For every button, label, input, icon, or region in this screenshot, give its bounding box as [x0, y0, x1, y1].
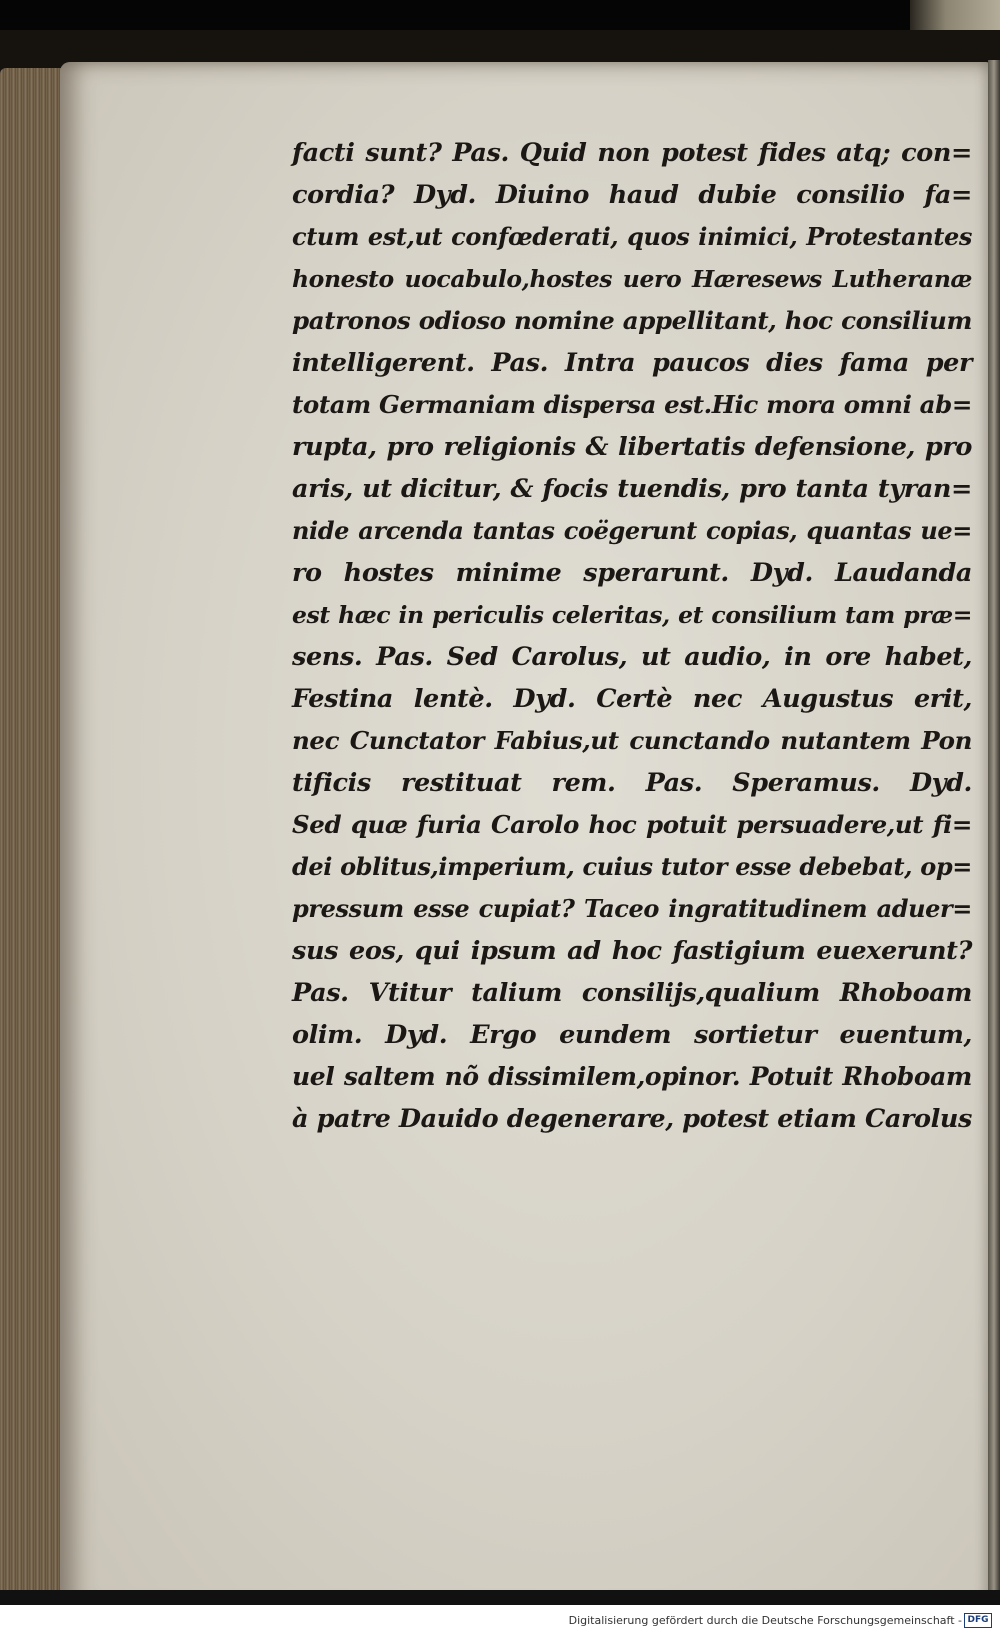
text-line: tificis restituat rem. Pas. Speramus. Dyd.: [292, 768, 972, 798]
text-line: intelligerent. Pas. Intra paucos dies fama per: [292, 348, 972, 378]
text-line: patronos odioso nomine appellitant, hoc consilium: [292, 306, 972, 335]
top-border: [0, 0, 1000, 30]
text-line: Festina lentè. Dyd. Certè nec Augustus erit,: [292, 684, 972, 714]
text-line: Pas. Vtitur talium consilijs,qualium Rhoboam: [292, 978, 972, 1008]
text-line: aris, ut dicitur, & focis tuendis, pro tanta tyran=: [292, 474, 972, 504]
dfg-logo: DFG: [964, 1613, 992, 1628]
text-line: sus eos, qui ipsum ad hoc fastigium euexerunt?: [292, 936, 972, 966]
text-line: pressum esse cupiat? Taceo ingratitudinem aduer=: [292, 894, 972, 923]
text-line: totam Germaniam dispersa est.Hic mora omni ab=: [292, 390, 972, 419]
text-line: est hæc in periculis celeritas, et consilium tam præ=: [292, 601, 972, 629]
text-line: olim. Dyd. Ergo eundem sortietur euentum,: [292, 1020, 972, 1050]
text-line: Sed quæ furia Carolo hoc potuit persuadere,ut fi=: [292, 810, 972, 839]
text-line: honesto uocabulo,hostes uero Hæresews Lutheranæ: [292, 265, 972, 293]
footer: [0, 1605, 1000, 1635]
text-line: ctum est,ut confœderati, quos inimici, Protestantes: [292, 222, 972, 251]
text-line: nide arcenda tantas coëgerunt copias, quantas ue=: [292, 516, 972, 545]
scan-corner: [910, 0, 1000, 30]
text-line: dei oblitus,imperium, cuius tutor esse debebat, op=: [292, 852, 972, 881]
text-line: ro hostes minime sperarunt. Dyd. Laudanda: [292, 558, 972, 588]
page-right-edge: [988, 60, 1000, 1620]
text-line: nec Cunctator Fabius,ut cunctando nutantem Pon: [292, 726, 972, 755]
text-line: cordia? Dyd. Diuino haud dubie consilio fa=: [292, 180, 972, 210]
text-line: uel saltem nõ dissimilem,opinor. Potuit Rhoboam: [292, 1062, 972, 1091]
text-line: à patre Dauido degenerare, potest etiam Carolus: [292, 1104, 972, 1134]
text-line: facti sunt? Pas. Quid non potest fides atq; con=: [292, 138, 972, 168]
text-line: sens. Pas. Sed Carolus, ut audio, in ore habet,: [292, 642, 972, 672]
page-edges: [0, 68, 66, 1613]
footer-credit: Digitalisierung gefördert durch die Deutsche Forschungsgemeinschaft -: [568, 1614, 962, 1627]
text-line: rupta, pro religionis & libertatis defensione, pro: [292, 432, 972, 462]
scan-bottom-border: [0, 1590, 1000, 1605]
text-block: [292, 132, 972, 1140]
